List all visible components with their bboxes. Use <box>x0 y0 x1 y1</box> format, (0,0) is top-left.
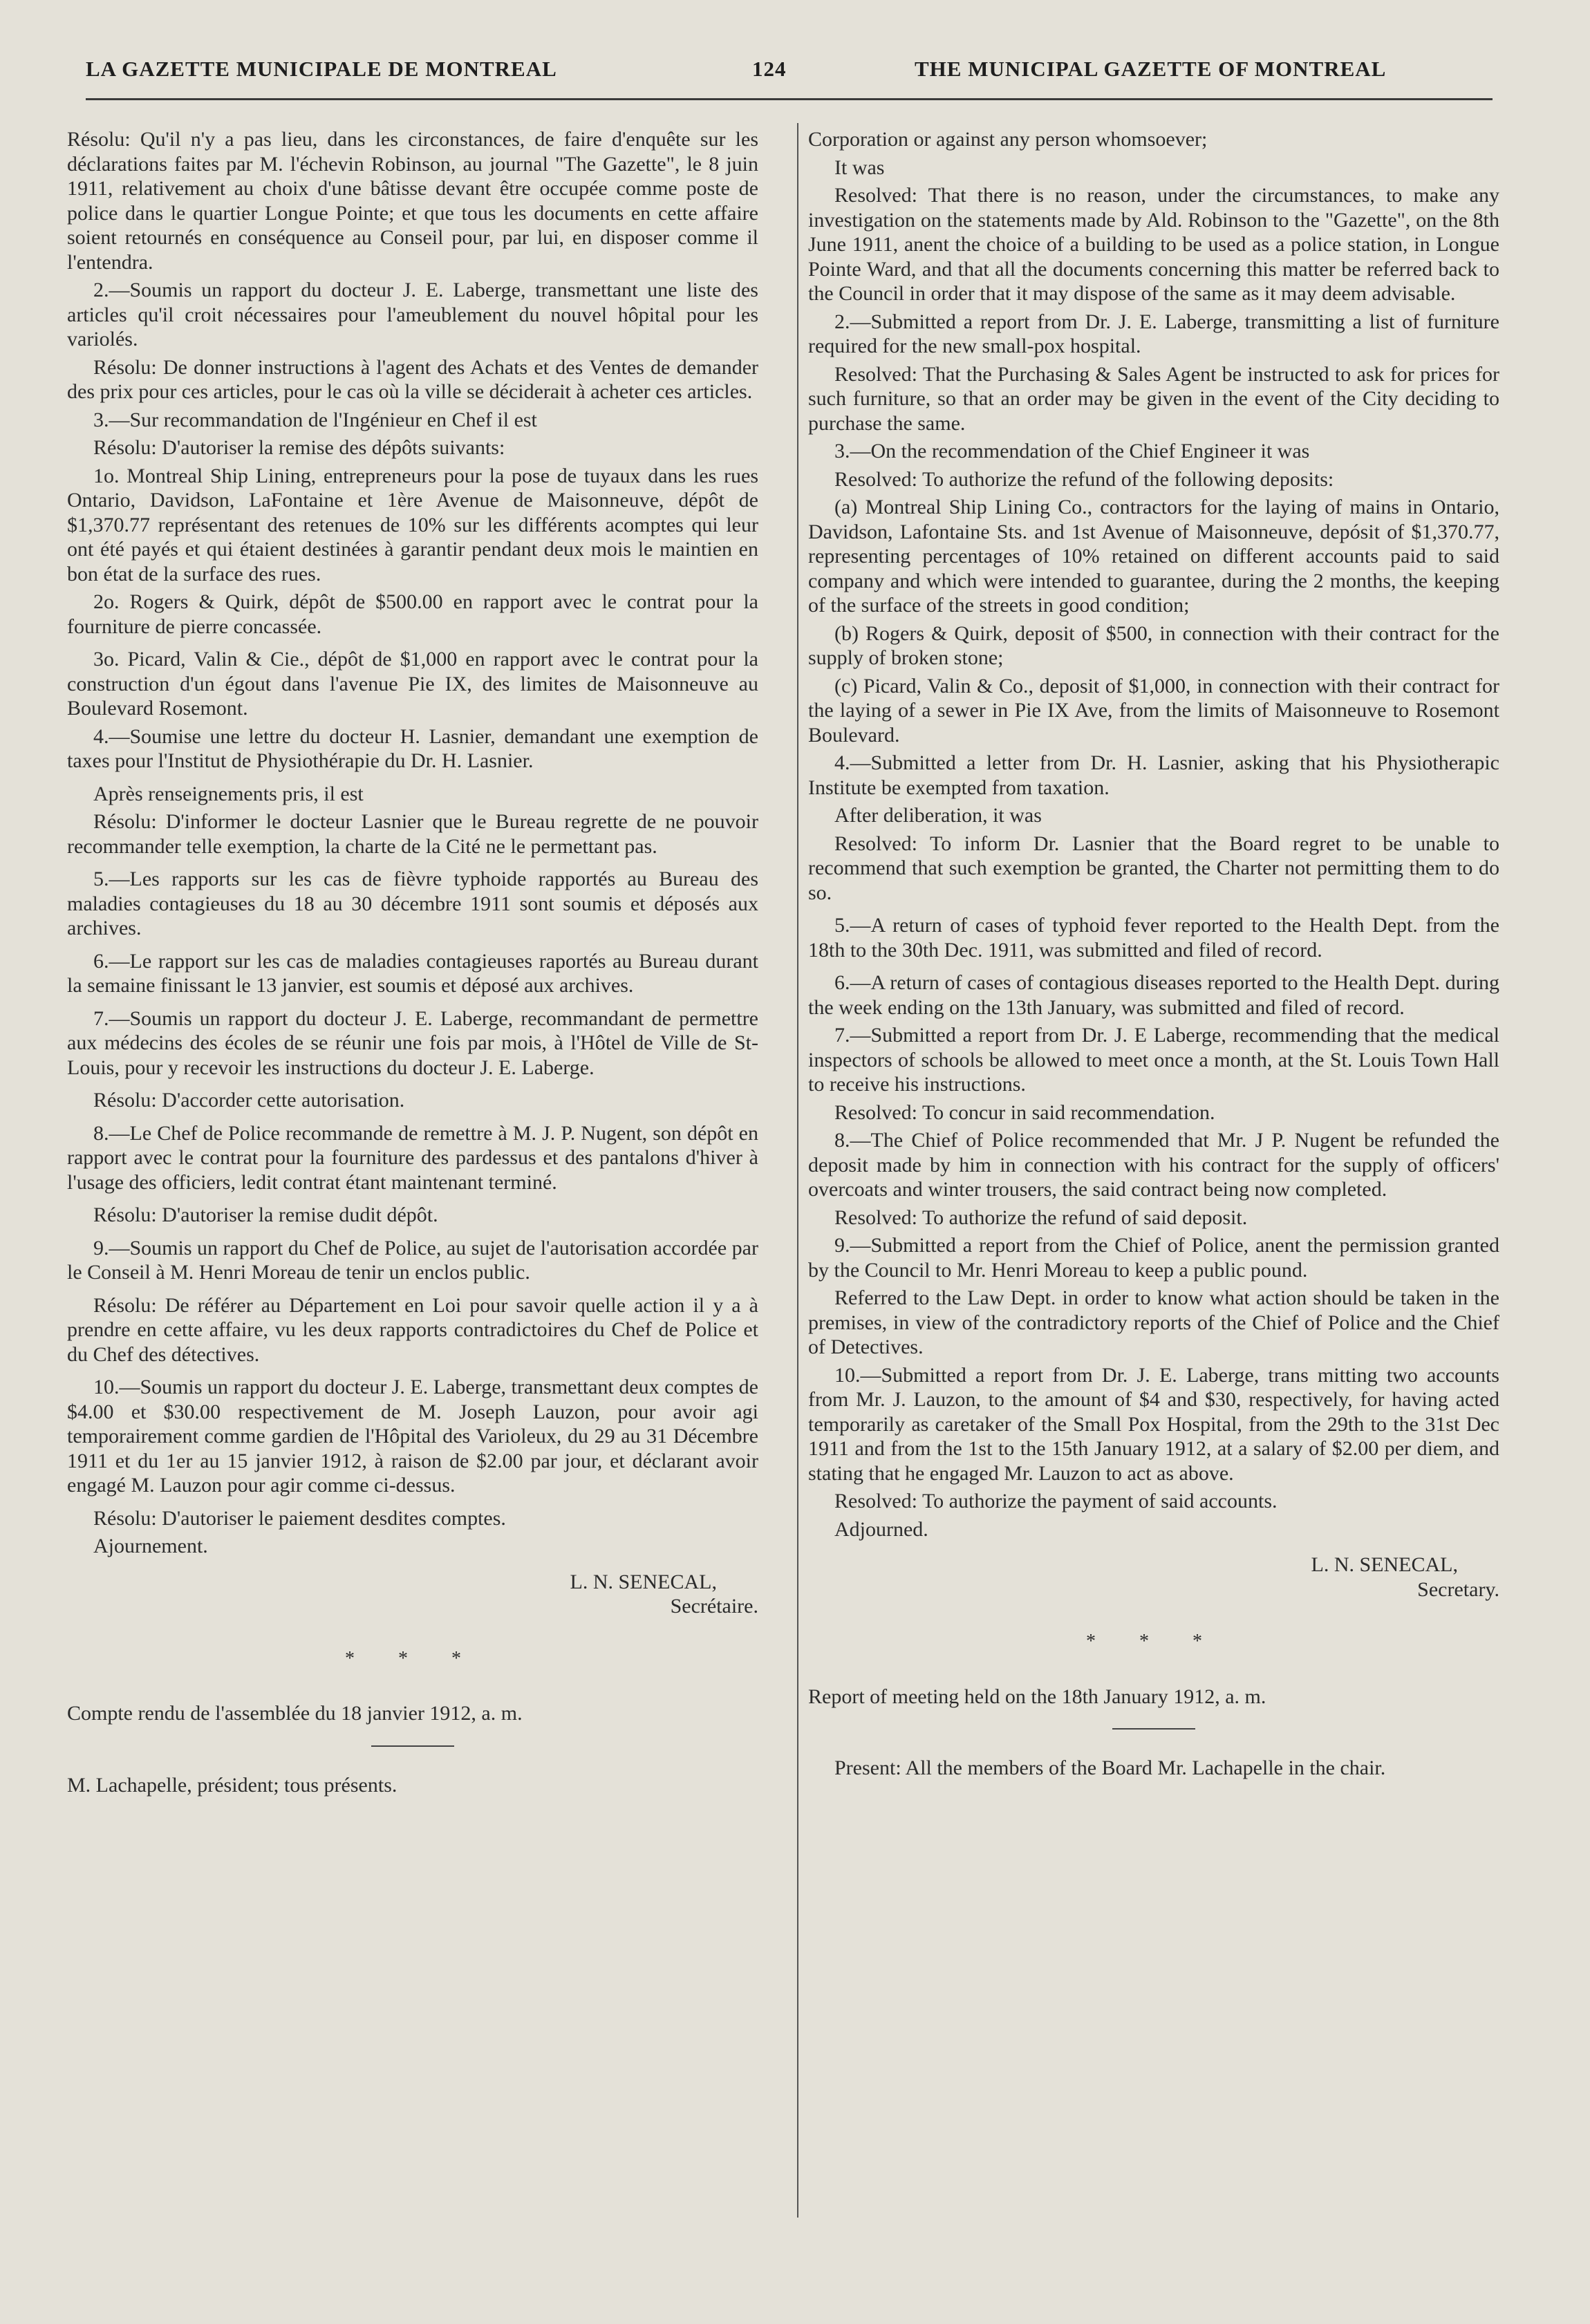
paragraph: Resolved: To inform Dr. Lasnier that the Board regret to be unable to recommend that such exemption be granted, the Charter not permitting them to do so. <box>808 832 1499 904</box>
paragraph: 1o. Montreal Ship Lining, entrepreneurs pour la pose de tuyaux dans les rues Ontario, Davidson, LaFontaine et 1ère Avenue de Maisonneuve, dépôt de $1,370.77 représentant des retenues de 10% sur les différents acomptes qui leur ont été payés et qui étaient destinées à garantir pendant deux mois le maintien en bon état de la surface des rues. <box>67 464 758 585</box>
paragraph: It was <box>834 156 885 179</box>
paragraph: Résolu: De donner instructions à l'agent des Achats et des Ventes de demander des prix pour ces articles, pour le cas où la ville se déciderait à acheter ces articles. <box>67 355 758 403</box>
paragraph: Résolu: D'accorder cette autorisation. <box>93 1089 405 1112</box>
short-rule <box>371 1745 454 1747</box>
paragraph: Referred to the Law Dept. in order to know what action should be taken in the premises, in view of the contradictory reports of the Chief of Police and the Chief of Detectives. <box>808 1286 1499 1358</box>
paragraph: 2o. Rogers & Quirk, dépôt de $500.00 en rapport avec le contrat pour la fourniture de pierre concassée. <box>67 590 758 638</box>
paragraph: Après renseignements pris, il est <box>93 782 364 805</box>
paragraph: Résolu: D'autoriser la remise dudit dépôt. <box>93 1203 438 1226</box>
adjournment: Ajournement. <box>93 1535 208 1557</box>
paragraph: 4.—Soumise une lettre du docteur H. Lasnier, demandant une exemption de taxes pour l'Institut de Physiothérapie du Dr. H. Lasnier. <box>67 724 758 772</box>
signature-name: L. N. SENECAL, <box>570 1570 717 1593</box>
french-column <box>67 127 758 1801</box>
paragraph: Resolved: To authorize the refund of said deposit. <box>834 1206 1248 1229</box>
paragraph: 5.—A return of cases of typhoid fever reported to the Health Dept. from the 18th to the 30th Dec. 1911, was submitted and filed of record. <box>808 914 1499 962</box>
paragraph: 9.—Submitted a report from the Chief of Police, anent the permission granted by the Council to Mr. Henri Moreau to keep a public pound. <box>808 1234 1499 1282</box>
paragraph: 8.—Le Chef de Police recommande de remettre à M. J. P. Nugent, son dépôt en rapport avec le contrat pour la fourniture des pardessus et des pantalons d'hiver à l'usage des officiers, ledit contrat étant maintenant terminé. <box>67 1121 758 1194</box>
section-separator: * * * <box>1086 1631 1222 1652</box>
present-line: Present: All the members of the Board Mr. Lachapelle in the chair. <box>834 1756 1386 1779</box>
paragraph: 2.—Submitted a report from Dr. J. E. Laberge, transmitting a list of furniture required for the new small-pox hospital. <box>808 310 1499 357</box>
signature-block <box>67 1570 758 1619</box>
signature-block <box>808 1553 1499 1602</box>
paragraph: (a) Montreal Ship Lining Co., contractors for the laying of mains in Ontario, Davidson, Lafontaine Sts. and 1st Avenue of Maisonneuve, depósit of $1,370.77, representing percentages of 10% retained on different accounts paid to said company and which were intended to guarantee, during the 2 months, the keeping of the surface of the streets in good condition; <box>808 496 1499 617</box>
paragraph: 9.—Soumis un rapport du Chef de Police, au sujet de l'autorisation accordée par le Conseil à M. Henri Moreau de tenir un enclos public. <box>67 1236 758 1284</box>
paragraph: 5.—Les rapports sur les cas de fièvre typhoide rapportés au Bureau des maladies contagieuses du 18 au 30 décembre 1911 sont soumis et déposés aux archives. <box>67 868 758 939</box>
short-rule <box>1112 1728 1195 1730</box>
paragraph: Corporation or against any person whomsoever; <box>808 128 1208 151</box>
paragraph: 4.—Submitted a letter from Dr. H. Lasnier, asking that his Physiotherapic Institute be exempted from taxation. <box>808 751 1499 799</box>
header-right-title: THE MUNICIPAL GAZETTE OF MONTREAL <box>915 57 1387 81</box>
paragraph: 3.—On the recommendation of the Chief Engineer it was <box>834 440 1310 462</box>
signature-role: Secretary. <box>1417 1577 1499 1601</box>
signature-role: Secrétaire. <box>670 1595 758 1618</box>
paragraph: Résolu: De référer au Département en Loi pour savoir quelle action il y a à prendre en cette affaire, vu les deux rapports contradictoires du Chef de Police et du Chef des détectives. <box>67 1293 758 1366</box>
paragraph: 10.—Soumis un rapport du docteur J. E. Laberge, transmettant deux comptes de $4.00 et $30.00 respectivement de M. Joseph Lauzon, pour avoir agi temporairement comme gardien de l'Hôpital des Varioleux, du 29 au 31 Décembre 1911 et du 1er au 15 janvier 1912, à raison de $2.00 par jour, et déclarant avoir engagé M. Lauzon pour agir comme ci-dessus. <box>67 1376 758 1497</box>
paragraph: Resolved: That there is no reason, under the circumstances, to make any investigation on the statements made by Ald. Robinson to the "Gazette", on the 8th June 1911, anent the choice of a building to be used as a police station, in Longue Pointe Ward, and that all the documents concerning this matter be referred back to the Council in order that it may dispose of the same as it may deem advisable. <box>808 184 1499 305</box>
paragraph: Résolu: Qu'il n'y a pas lieu, dans les circonstances, de faire d'enquête sur les déclarations faites par M. l'échevin Robinson, au journal "The Gazette", le 8 juin 1911, relativement au choix d'une bâtisse devant être occupée comme poste de police dans le quartier Longue Pointe; et que tous les documents en cette affaire soient retournés en conséquence au Conseil pour, par lui, en disposer comme il l'entendra. <box>67 128 758 274</box>
column-divider <box>797 123 798 2218</box>
paragraph: Resolved: To concur in said recommendation. <box>834 1100 1215 1124</box>
paragraph: Resolved: That the Purchasing & Sales Agent be instructed to ask for prices for such furniture, so that an order may be given in the event of the City deciding to purchase the same. <box>808 362 1499 435</box>
paragraph: Résolu: D'autoriser le paiement desdites comptes. <box>93 1506 506 1530</box>
paragraph: 7.—Submitted a report from Dr. J. E Laberge, recommending that the medical inspectors of schools be allowed to meet once a month, at the St. Louis Town Hall to receive his instructions. <box>808 1024 1499 1096</box>
meeting-title: Report of meeting held on the 18th January 1912, a. m. <box>808 1685 1266 1708</box>
paragraph: (b) Rogers & Quirk, deposit of $500, in connection with their contract for the supply of broken stone; <box>808 621 1499 669</box>
paragraph: Resolved: To authorize the refund of the following deposits: <box>834 467 1334 491</box>
paragraph: 7.—Soumis un rapport du docteur J. E. Laberge, recommandant de permettre aux médecins des écoles de se réunir une fois par mois, à l'Hôtel de Ville de St-Louis, pour y recevoir les instructions du docteur J. E. Laberge. <box>67 1006 758 1079</box>
header-rule <box>86 98 1493 100</box>
signature-name: L. N. SENECAL, <box>1311 1553 1458 1576</box>
english-column <box>808 127 1499 1784</box>
paragraph: After deliberation, it was <box>834 804 1042 827</box>
paragraph: (c) Picard, Valin & Co., deposit of $1,000, in connection with their contract for the laying of a sewer in Pie IX Ave, from the limits of Maisonneuve to Rosemont Boulevard. <box>808 674 1499 747</box>
paragraph: 8.—The Chief of Police recommended that Mr. J P. Nugent be refunded the deposit made by him in connection with his contract for the supply of officers' overcoats and winter trousers, the said contract being now completed. <box>808 1129 1499 1201</box>
paragraph: 3.—Sur recommandation de l'Ingénieur en Chef il est <box>93 408 537 431</box>
paragraph: Résolu: D'autoriser la remise des dépôts suivants: <box>93 436 505 459</box>
paragraph: 3o. Picard, Valin & Cie., dépôt de $1,000 en rapport avec le contrat pour la construction d'un égout dans l'avenue Pie IX, des limites de Maisonneuve au Boulevard Rosemont. <box>67 648 758 720</box>
section-separator: * * * <box>345 1647 480 1669</box>
paragraph: 2.—Soumis un rapport du docteur J. E. Laberge, transmettant une liste des articles qu'il croit nécessaires pour l'ameublement du nouvel hôpital pour les variolés. <box>67 279 758 350</box>
adjournment: Adjourned. <box>834 1517 928 1541</box>
paragraph: 6.—Le rapport sur les cas de maladies contagieuses raportés au Bureau durant la semaine finissant le 13 janvier, est soumis et déposé aux archives. <box>67 949 758 997</box>
paragraph: 6.—A return of cases of contagious diseases reported to the Health Dept. during the week ending on the 13th January, was submitted and filed of record. <box>808 971 1499 1019</box>
present-line: M. Lachapelle, président; tous présents. <box>67 1773 398 1797</box>
page-number: 124 <box>752 57 787 81</box>
paragraph: Resolved: To authorize the payment of said accounts. <box>834 1490 1278 1512</box>
paragraph: 10.—Submitted a report from Dr. J. E. Laberge, trans mitting two accounts from Mr. J. Lauzon, to the amount of $4 and $30, respectively, for having acted temporarily as caretaker of the Small Pox Hospital, from the 29th to the 31st Dec 1911 and from the 1st to the 15th January 1912, at a salary of $2.00 per diem, and stating that he engaged Mr. Lauzon to act as above. <box>808 1363 1499 1485</box>
paragraph: Résolu: D'informer le docteur Lasnier que le Bureau regrette de ne pouvoir recommander telle exemption, la charte de la Cité ne le permettant pas. <box>67 810 758 858</box>
meeting-title: Compte rendu de l'assemblée du 18 janvier 1912, a. m. <box>67 1702 523 1725</box>
header-left-title: LA GAZETTE MUNICIPALE DE MONTREAL <box>86 57 557 81</box>
